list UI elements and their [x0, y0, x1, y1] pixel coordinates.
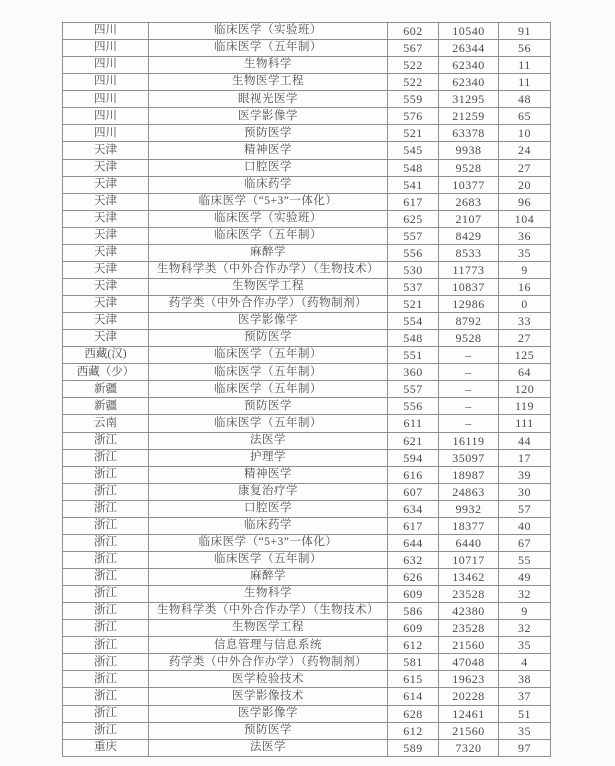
cell-score: 530 [388, 261, 439, 278]
cell-count: 51 [499, 705, 551, 722]
cell-count: 67 [499, 534, 551, 551]
table-row [63, 313, 551, 330]
table-row [63, 142, 551, 159]
cell-count: 10 [499, 125, 551, 142]
cell-count: 48 [499, 91, 551, 108]
cell-rank: 9528 [439, 330, 499, 347]
table-row [63, 40, 551, 57]
cell-province: 四川 [63, 57, 149, 74]
cell-province: 浙江 [63, 603, 149, 620]
table-row [63, 261, 551, 278]
table-row [63, 739, 551, 756]
cell-province: 浙江 [63, 671, 149, 688]
table-row [63, 57, 551, 74]
cell-province: 四川 [63, 23, 149, 40]
cell-province: 四川 [63, 40, 149, 57]
cell-count: 91 [499, 23, 551, 40]
cell-rank: 47048 [439, 654, 499, 671]
cell-province: 天津 [63, 193, 149, 210]
cell-score: 360 [388, 364, 439, 381]
cell-count: 27 [499, 330, 551, 347]
cell-major: 预防医学 [149, 722, 388, 739]
cell-count: 20 [499, 176, 551, 193]
cell-province: 浙江 [63, 517, 149, 534]
cell-count: 104 [499, 210, 551, 227]
cell-major: 法医学 [149, 739, 388, 756]
cell-count: 16 [499, 278, 551, 295]
cell-province: 西藏(汉) [63, 347, 149, 364]
table-row [63, 364, 551, 381]
cell-count: 57 [499, 500, 551, 517]
cell-rank: 35097 [439, 449, 499, 466]
cell-major: 药学类（中外合作办学）（药物制剂） [149, 654, 388, 671]
cell-count: 32 [499, 586, 551, 603]
cell-count: 35 [499, 637, 551, 654]
cell-major: 临床医学（五年制） [149, 551, 388, 568]
cell-score: 634 [388, 500, 439, 517]
cell-score: 626 [388, 569, 439, 586]
cell-major: 临床医学（“5+3”一体化） [149, 534, 388, 551]
cell-province: 天津 [63, 330, 149, 347]
cell-major: 药学类（中外合作办学）（药物制剂） [149, 296, 388, 313]
table-row [63, 278, 551, 295]
cell-major: 医学检验技术 [149, 671, 388, 688]
cell-province: 浙江 [63, 688, 149, 705]
table-row [63, 517, 551, 534]
cell-major: 精神医学 [149, 466, 388, 483]
cell-score: 602 [388, 23, 439, 40]
cell-province: 西藏（少） [63, 364, 149, 381]
cell-province: 浙江 [63, 654, 149, 671]
cell-major: 临床医学（实验班） [149, 210, 388, 227]
cell-rank: 10717 [439, 551, 499, 568]
table-row [63, 637, 551, 654]
cell-major: 临床医学（五年制） [149, 40, 388, 57]
cell-score: 522 [388, 74, 439, 91]
cell-major: 生物医学工程 [149, 620, 388, 637]
cell-major: 临床医学（五年制） [149, 381, 388, 398]
cell-major: 生物科学类（中外合作办学）（生物技术） [149, 261, 388, 278]
cell-province: 云南 [63, 415, 149, 432]
cell-count: 38 [499, 671, 551, 688]
cell-major: 临床医学（五年制） [149, 364, 388, 381]
cell-score: 616 [388, 466, 439, 483]
cell-count: 35 [499, 722, 551, 739]
table-row [63, 671, 551, 688]
cell-count: 125 [499, 347, 551, 364]
cell-score: 625 [388, 210, 439, 227]
table-row [63, 347, 551, 364]
cell-count: 27 [499, 159, 551, 176]
cell-major: 生物科学 [149, 586, 388, 603]
cell-score: 594 [388, 449, 439, 466]
table-row [63, 193, 551, 210]
cell-province: 天津 [63, 261, 149, 278]
admission-scores-table-container [62, 22, 551, 757]
cell-province: 新疆 [63, 398, 149, 415]
table-row [63, 415, 551, 432]
cell-rank: 62340 [439, 57, 499, 74]
cell-score: 609 [388, 620, 439, 637]
cell-score: 557 [388, 227, 439, 244]
cell-score: 615 [388, 671, 439, 688]
cell-major: 麻醉学 [149, 244, 388, 261]
cell-province: 重庆 [63, 739, 149, 756]
cell-rank: – [439, 347, 499, 364]
cell-major: 护理学 [149, 449, 388, 466]
cell-province: 四川 [63, 125, 149, 142]
cell-major: 预防医学 [149, 330, 388, 347]
table-row [63, 23, 551, 40]
cell-count: 65 [499, 108, 551, 125]
cell-province: 浙江 [63, 722, 149, 739]
cell-major: 康复治疗学 [149, 483, 388, 500]
cell-count: 32 [499, 620, 551, 637]
table-row [63, 654, 551, 671]
cell-major: 医学影像学 [149, 108, 388, 125]
cell-count: 30 [499, 483, 551, 500]
cell-count: 37 [499, 688, 551, 705]
cell-score: 556 [388, 398, 439, 415]
cell-score: 556 [388, 244, 439, 261]
cell-score: 545 [388, 142, 439, 159]
table-row [63, 296, 551, 313]
cell-province: 浙江 [63, 449, 149, 466]
cell-count: 4 [499, 654, 551, 671]
table-body [63, 23, 551, 757]
cell-count: 11 [499, 74, 551, 91]
cell-score: 589 [388, 739, 439, 756]
cell-major: 医学影像学 [149, 705, 388, 722]
cell-score: 554 [388, 313, 439, 330]
cell-rank: 12986 [439, 296, 499, 313]
cell-count: 55 [499, 551, 551, 568]
cell-major: 临床医学（“5+3”一体化） [149, 193, 388, 210]
table-row [63, 551, 551, 568]
cell-rank: 63378 [439, 125, 499, 142]
cell-count: 35 [499, 244, 551, 261]
cell-score: 644 [388, 534, 439, 551]
cell-major: 信息管理与信息系统 [149, 637, 388, 654]
table-row [63, 330, 551, 347]
cell-score: 632 [388, 551, 439, 568]
cell-rank: 9932 [439, 500, 499, 517]
cell-rank: 9938 [439, 142, 499, 159]
cell-province: 浙江 [63, 432, 149, 449]
cell-major: 口腔医学 [149, 159, 388, 176]
cell-province: 天津 [63, 210, 149, 227]
cell-rank: 10837 [439, 278, 499, 295]
cell-rank: 9528 [439, 159, 499, 176]
table-row [63, 125, 551, 142]
cell-major: 临床医学（五年制） [149, 227, 388, 244]
cell-province: 天津 [63, 227, 149, 244]
cell-count: 17 [499, 449, 551, 466]
cell-score: 559 [388, 91, 439, 108]
cell-rank: 18987 [439, 466, 499, 483]
table-row [63, 176, 551, 193]
cell-major: 生物科学 [149, 57, 388, 74]
cell-province: 四川 [63, 91, 149, 108]
cell-rank: – [439, 415, 499, 432]
cell-province: 天津 [63, 296, 149, 313]
cell-score: 551 [388, 347, 439, 364]
cell-rank: 16119 [439, 432, 499, 449]
cell-rank: 42380 [439, 603, 499, 620]
cell-major: 临床医学（五年制） [149, 415, 388, 432]
cell-rank: 31295 [439, 91, 499, 108]
cell-score: 586 [388, 603, 439, 620]
table-row [63, 449, 551, 466]
cell-score: 537 [388, 278, 439, 295]
cell-count: 97 [499, 739, 551, 756]
cell-rank: 26344 [439, 40, 499, 57]
cell-score: 567 [388, 40, 439, 57]
cell-province: 浙江 [63, 534, 149, 551]
cell-province: 浙江 [63, 586, 149, 603]
cell-score: 548 [388, 330, 439, 347]
table-row [63, 432, 551, 449]
admission-scores-table [62, 22, 551, 757]
table-row [63, 688, 551, 705]
cell-count: 96 [499, 193, 551, 210]
table-row [63, 244, 551, 261]
cell-score: 522 [388, 57, 439, 74]
cell-major: 麻醉学 [149, 569, 388, 586]
cell-major: 眼视光医学 [149, 91, 388, 108]
cell-rank: 21560 [439, 722, 499, 739]
cell-count: 9 [499, 603, 551, 620]
cell-score: 581 [388, 654, 439, 671]
cell-score: 611 [388, 415, 439, 432]
table-row [63, 91, 551, 108]
table-row [63, 381, 551, 398]
table-row [63, 586, 551, 603]
cell-count: 64 [499, 364, 551, 381]
table-row [63, 500, 551, 517]
cell-major: 临床医学（五年制） [149, 347, 388, 364]
cell-province: 浙江 [63, 637, 149, 654]
table-row [63, 569, 551, 586]
cell-rank: 20228 [439, 688, 499, 705]
cell-count: 119 [499, 398, 551, 415]
cell-province: 浙江 [63, 483, 149, 500]
cell-count: 39 [499, 466, 551, 483]
cell-count: 44 [499, 432, 551, 449]
cell-rank: 23528 [439, 620, 499, 637]
cell-major: 预防医学 [149, 125, 388, 142]
cell-count: 49 [499, 569, 551, 586]
cell-count: 9 [499, 261, 551, 278]
cell-rank: 7320 [439, 739, 499, 756]
cell-score: 607 [388, 483, 439, 500]
cell-rank: 13462 [439, 569, 499, 586]
cell-major: 医学影像技术 [149, 688, 388, 705]
cell-province: 四川 [63, 74, 149, 91]
cell-rank: 19623 [439, 671, 499, 688]
cell-rank: 2683 [439, 193, 499, 210]
cell-province: 天津 [63, 176, 149, 193]
cell-count: 11 [499, 57, 551, 74]
cell-major: 生物医学工程 [149, 74, 388, 91]
cell-score: 557 [388, 381, 439, 398]
cell-province: 天津 [63, 278, 149, 295]
cell-major: 生物医学工程 [149, 278, 388, 295]
cell-major: 临床药学 [149, 517, 388, 534]
cell-major: 临床医学（实验班） [149, 23, 388, 40]
table-row [63, 74, 551, 91]
cell-rank: 8429 [439, 227, 499, 244]
table-row [63, 398, 551, 415]
cell-rank: – [439, 398, 499, 415]
table-row [63, 159, 551, 176]
cell-score: 609 [388, 586, 439, 603]
cell-score: 628 [388, 705, 439, 722]
cell-rank: – [439, 364, 499, 381]
cell-province: 浙江 [63, 466, 149, 483]
cell-score: 612 [388, 722, 439, 739]
cell-province: 浙江 [63, 551, 149, 568]
cell-major: 生物科学类（中外合作办学）（生物技术） [149, 603, 388, 620]
cell-score: 621 [388, 432, 439, 449]
cell-score: 548 [388, 159, 439, 176]
cell-count: 40 [499, 517, 551, 534]
cell-rank: 18377 [439, 517, 499, 534]
cell-rank: 8533 [439, 244, 499, 261]
cell-province: 浙江 [63, 620, 149, 637]
cell-rank: 23528 [439, 586, 499, 603]
table-row [63, 705, 551, 722]
table-row [63, 483, 551, 500]
table-row [63, 108, 551, 125]
cell-rank: 21259 [439, 108, 499, 125]
cell-rank: 10540 [439, 23, 499, 40]
cell-rank: 8792 [439, 313, 499, 330]
cell-province: 四川 [63, 108, 149, 125]
cell-province: 天津 [63, 159, 149, 176]
table-row [63, 227, 551, 244]
cell-rank: 6440 [439, 534, 499, 551]
cell-score: 521 [388, 296, 439, 313]
cell-rank: – [439, 381, 499, 398]
cell-score: 617 [388, 193, 439, 210]
cell-province: 浙江 [63, 569, 149, 586]
cell-count: 36 [499, 227, 551, 244]
cell-rank: 10377 [439, 176, 499, 193]
cell-major: 医学影像学 [149, 313, 388, 330]
table-row [63, 722, 551, 739]
cell-rank: 2107 [439, 210, 499, 227]
cell-score: 541 [388, 176, 439, 193]
cell-count: 0 [499, 296, 551, 313]
cell-rank: 11773 [439, 261, 499, 278]
cell-count: 33 [499, 313, 551, 330]
cell-province: 天津 [63, 244, 149, 261]
cell-count: 56 [499, 40, 551, 57]
cell-count: 24 [499, 142, 551, 159]
cell-score: 521 [388, 125, 439, 142]
cell-major: 法医学 [149, 432, 388, 449]
cell-major: 口腔医学 [149, 500, 388, 517]
table-row [63, 466, 551, 483]
cell-province: 天津 [63, 142, 149, 159]
cell-score: 614 [388, 688, 439, 705]
cell-rank: 24863 [439, 483, 499, 500]
table-row [63, 534, 551, 551]
cell-score: 612 [388, 637, 439, 654]
cell-rank: 21560 [439, 637, 499, 654]
table-row [63, 603, 551, 620]
table-row [63, 210, 551, 227]
cell-major: 精神医学 [149, 142, 388, 159]
cell-count: 120 [499, 381, 551, 398]
cell-province: 新疆 [63, 381, 149, 398]
cell-province: 浙江 [63, 705, 149, 722]
cell-province: 天津 [63, 313, 149, 330]
cell-score: 617 [388, 517, 439, 534]
table-row [63, 620, 551, 637]
cell-major: 临床药学 [149, 176, 388, 193]
cell-rank: 12461 [439, 705, 499, 722]
cell-score: 576 [388, 108, 439, 125]
cell-major: 预防医学 [149, 398, 388, 415]
cell-province: 浙江 [63, 500, 149, 517]
cell-count: 111 [499, 415, 551, 432]
cell-rank: 62340 [439, 74, 499, 91]
